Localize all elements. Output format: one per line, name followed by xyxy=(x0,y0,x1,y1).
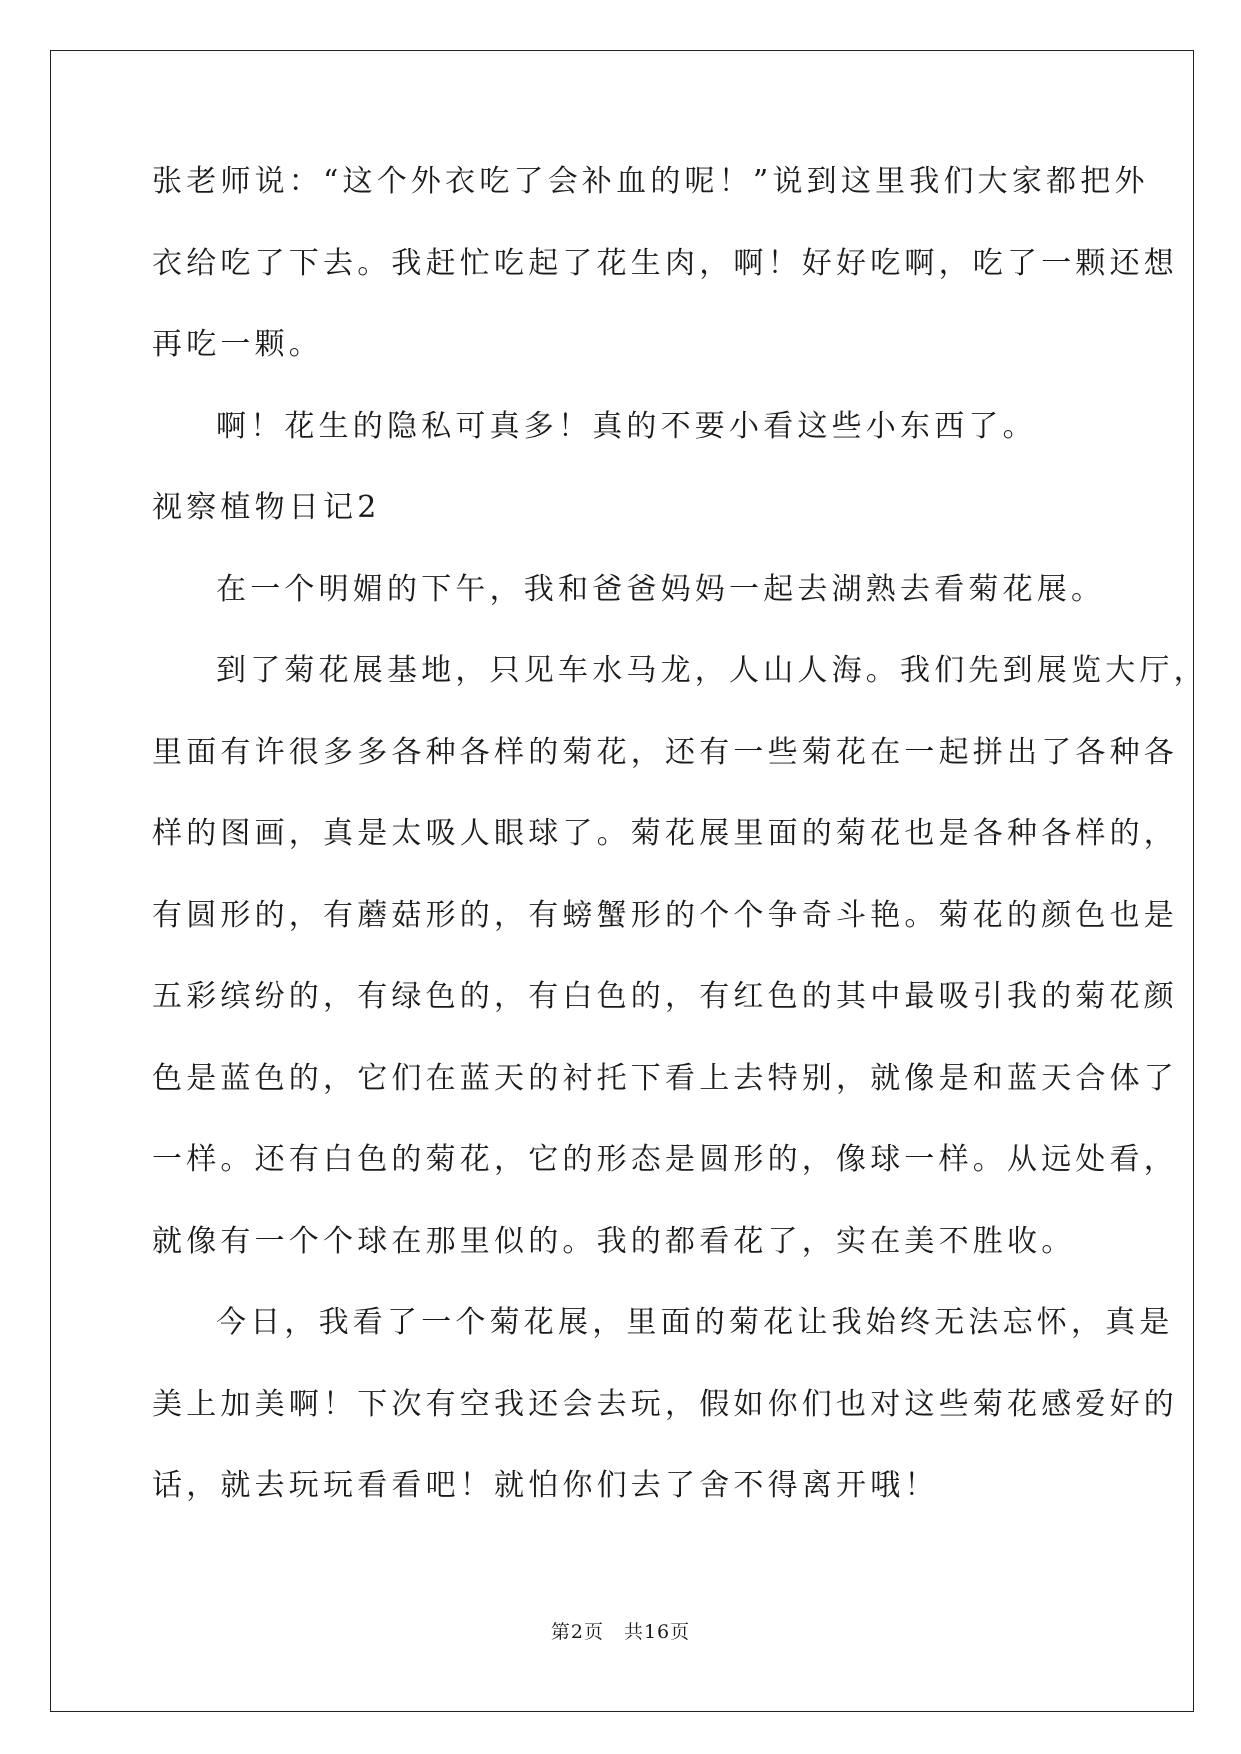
text-line: 一样。还有白色的菊花，它的形态是圆形的，像球一样。从远处看， xyxy=(152,1142,1178,1177)
page-number-footer: 第2页 共16页 xyxy=(550,1621,691,1643)
text-line: 美上加美啊！下次有空我还会去玩，假如你们也对这些菊花感爱好的 xyxy=(152,1386,1178,1422)
text-line: 色是蓝色的，它们在蓝天的衬托下看上去特别，就像是和蓝天合体了 xyxy=(152,1060,1178,1096)
text-line: 里面有许很多多各种各样的菊花，还有一些菊花在一起拼出了各种各 xyxy=(152,734,1178,770)
text-line: 啊！花生的隐私可真多！真的不要小看这些小东西了。 xyxy=(216,408,1037,444)
text-line: 就像有一个个球在那里似的。我的都看花了，实在美不胜收。 xyxy=(152,1223,1076,1259)
text-line: 样的图画，真是太吸人眼球了。菊花展里面的菊花也是各种各样的， xyxy=(152,816,1178,851)
text-line: 到了菊花展基地，只见车水马龙，人山人海。我们先到展览大厅， xyxy=(216,653,1208,688)
section-heading: 视察植物日记2 xyxy=(152,490,381,525)
text-line: 今日，我看了一个菊花展，里面的菊花让我始终无法忘怀，真是 xyxy=(216,1305,1174,1340)
text-line: 再吃一颗。 xyxy=(152,327,323,362)
text-line: 话，就去玩玩看看吧！就怕你们去了舍不得离开哦！ xyxy=(152,1468,939,1503)
text-line: 在一个明媚的下午，我和爸爸妈妈一起去湖熟去看菊花展。 xyxy=(216,571,1106,607)
text-line: 衣给吃了下去。我赶忙吃起了花生肉，啊！好好吃啊，吃了一颗还想 xyxy=(152,245,1178,281)
text-line: 张老师说：“这个外衣吃了会补血的呢！”说到这里我们大家都把外 xyxy=(152,164,1149,199)
text-line: 有圆形的，有蘑菇形的，有螃蟹形的个个争奇斗艳。菊花的颜色也是 xyxy=(152,897,1178,933)
document-body xyxy=(152,162,1208,1548)
text-line: 五彩缤纷的，有绿色的，有白色的，有红色的其中最吸引我的菊花颜 xyxy=(152,979,1178,1014)
